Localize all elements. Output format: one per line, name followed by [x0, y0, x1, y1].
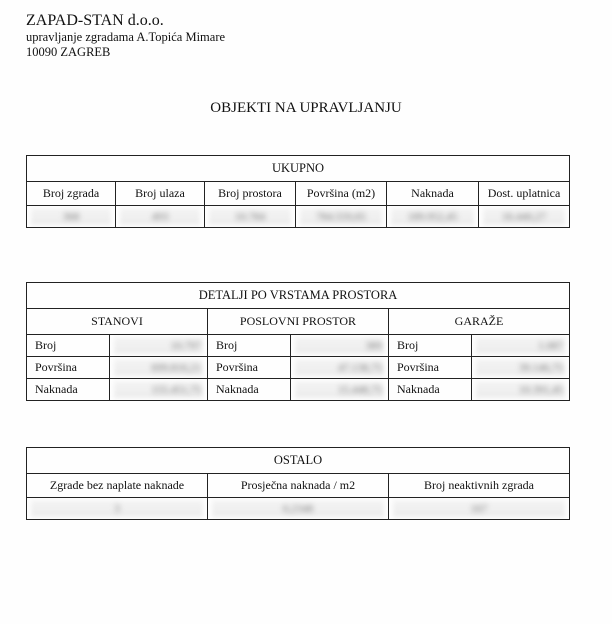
group-title-garaze: GARAŽE: [389, 309, 570, 335]
poslovni-label-naknada: Naknada: [208, 379, 291, 401]
garaze-value-broj: 1.087: [472, 335, 570, 357]
header-broj-prostora: Broj prostora: [205, 182, 296, 206]
value-broj-zgrada: 368: [27, 206, 116, 228]
value-dost-uplatnica: 16.440,27: [479, 206, 570, 228]
stanovi-label-broj: Broj: [27, 335, 110, 357]
group-title-stanovi: STANOVI: [27, 309, 208, 335]
document-title: OBJEKTI NA UPRAVLJANJU: [210, 100, 402, 116]
poslovni-value-broj: 389: [291, 335, 389, 357]
poslovni-label-broj: Broj: [208, 335, 291, 357]
garaze-label-povrsina: Površina: [389, 357, 472, 379]
value-povrsina: 784.559,65: [296, 206, 387, 228]
detalji-caption: DETALJI PO VRSTAMA PROSTORA: [27, 283, 570, 309]
value-broj-prostora: 10.784: [205, 206, 296, 228]
value-naknada: 189.952,45: [387, 206, 479, 228]
garaze-label-naknada: Naknada: [389, 379, 472, 401]
ostalo-table: [26, 447, 570, 520]
garaze-label-broj: Broj: [389, 335, 472, 357]
value-zgrade-bez-naplate: 3: [27, 498, 208, 520]
garaze-value-naknada: 10.391,45: [472, 379, 570, 401]
header-prosjecna-naknada: Prosječna naknada / m2: [208, 474, 389, 498]
garaze-value-povrsina: 39.146,75: [472, 357, 570, 379]
stanovi-value-naknada: 155.451,75: [110, 379, 208, 401]
detalji-table: [26, 282, 570, 401]
value-neaktivne-zgrade: 167: [389, 498, 570, 520]
ostalo-caption: OSTALO: [27, 448, 570, 474]
poslovni-value-povrsina: 47.138,75: [291, 357, 389, 379]
value-broj-ulaza: 493: [116, 206, 205, 228]
company-subtitle: upravljanje zgradama A.Topića Mimare: [26, 30, 226, 45]
header-broj-ulaza: Broj ulaza: [116, 182, 205, 206]
header-broj-zgrada: Broj zgrada: [27, 182, 116, 206]
header-dost-uplatnica: Dost. uplatnica: [479, 182, 570, 206]
stanovi-label-naknada: Naknada: [27, 379, 110, 401]
company-header: [26, 12, 225, 59]
value-prosjecna-naknada: 0,2348: [208, 498, 389, 520]
header-naknada: Naknada: [387, 182, 479, 206]
ukupno-table: [26, 155, 570, 228]
company-city: 10090 ZAGREB: [26, 44, 111, 59]
header-zgrade-bez-naplate: Zgrade bez naplate naknade: [27, 474, 208, 498]
stanovi-label-povrsina: Površina: [27, 357, 110, 379]
header-povrsina: Površina (m2): [296, 182, 387, 206]
poslovni-value-naknada: 15.448,75: [291, 379, 389, 401]
ukupno-caption: UKUPNO: [27, 156, 570, 182]
company-name: ZAPAD-STAN d.o.o.: [26, 12, 164, 29]
stanovi-value-povrsina: 699.816,21: [110, 357, 208, 379]
group-title-poslovni-prostor: POSLOVNI PROSTOR: [208, 309, 389, 335]
poslovni-label-povrsina: Površina: [208, 357, 291, 379]
stanovi-value-broj: 10.797: [110, 335, 208, 357]
header-neaktivne-zgrade: Broj neaktivnih zgrada: [389, 474, 570, 498]
